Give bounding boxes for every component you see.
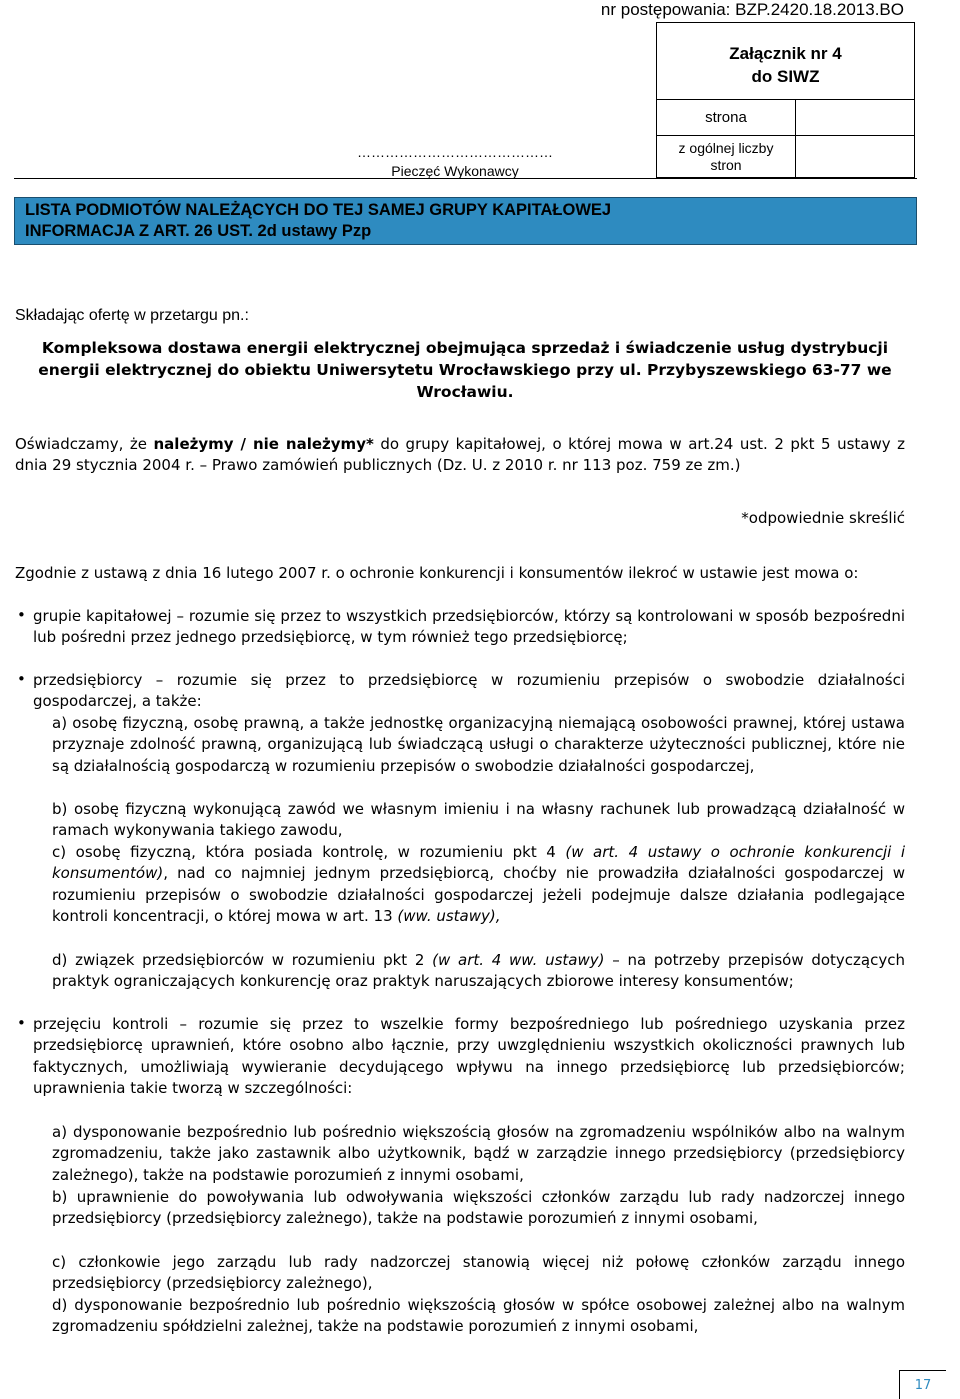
takeover-c: c) członkowie jego zarządu lub rady nadzorczej stanowią więcej niż połowę członków zarządu innego przedsiębiorcy (przedsiębiorcy zależnego), — [52, 1253, 905, 1293]
c-italic2: (ww. ustawy), — [397, 907, 501, 926]
law-intro: Zgodnie z ustawą z dnia 16 lutego 2007 r. o ochronie konkurencji i konsumentów ilekroć w ustawie jest mowa o: — [15, 564, 859, 582]
footnote: *odpowiednie skreślić — [741, 509, 905, 527]
banner-line2: INFORMACJA Z ART. 26 UST. 2d ustawy Pzp — [25, 222, 372, 240]
entrepreneur-a: a) osobę fizyczną, osobę prawną, a także jednostkę organizacyjną niemającą osobowości prawnej, której ustawa przyznaje zdolność prawną, organizującą lub świadczącą usługi o charakterze użyteczności publicznej, które nie są działalnością gospodarczą w rozumieniu przepisów o swobodzie działalności gospodarczej, — [52, 714, 905, 775]
c-part1: c) osobę fizyczną, która posiada kontrolę, w rozumieniu pkt 4 — [52, 843, 566, 861]
banner-line1: LISTA PODMIOTÓW NALEŻĄCYCH DO TEJ SAMEJ GRUPY KAPITAŁOWEJ — [25, 201, 612, 219]
statement-part2: do grupy kapitałowej, o której mowa w art.24 ust. 2 pkt 5 ustawy z dnia 29 stycznia 2004 r. – Prawo zamówień publicznych (Dz. U. z 2010 r. nr 113 poz. 759 ze zm.) — [15, 435, 906, 475]
tender-subject: Kompleksowa dostawa energii elektrycznej obejmująca sprzedaż i świadczenie usług dystrybucji energii elektrycznej do obiektu Uniwersytetu Wrocławskiego przy ul. Przybyszewskiego 63-77 we Wrocławiu. — [38, 339, 892, 401]
statement-choice: należymy / nie należymy* — [153, 435, 374, 453]
entrepreneur-d — [52, 950, 905, 993]
bullet-icon: • — [17, 606, 26, 624]
stamp-label: Pieczęć Wykonawcy — [391, 163, 519, 179]
header-divider — [14, 178, 917, 179]
d-part1: d) związek przedsiębiorców w rozumieniu pkt 2 — [52, 951, 433, 969]
definition-takeover: przejęciu kontroli – rozumie się przez to wszelkie formy bezpośredniego lub pośredniego uzyskania przez przedsiębiorcę uprawnień, które osobno albo łącznie, przy uwzględnieniu wszystkich okoliczności prawnych lub faktycznych, umożliwiają wywieranie decydującego wpływu na innego przedsiębiorcę lub przedsiębiorców; uprawnienia takie tworzą w szczególności: — [33, 1015, 905, 1098]
intro-text: Składając ofertę w przetargu pn.: — [15, 307, 249, 324]
d-part2: – na potrzeby przepisów dotyczących praktyk ograniczających konkurencję oraz praktyk naruszających zbiorowe interesy konsumentów; — [52, 951, 905, 991]
page-label: strona — [705, 109, 747, 126]
c-italic1: (w art. 4 ustawy o ochronie konkurencji i konsumentów) — [52, 843, 905, 883]
takeover-b: b) uprawnienie do powoływania lub odwoływania większości członków zarządu lub rady nadzorczej innego przedsiębiorcy (przedsiębiorcy zależnego), także na podstawie porozumień z innymi osobami, — [52, 1188, 905, 1228]
page-number: 17 — [899, 1370, 946, 1399]
attachment-cell — [656, 22, 915, 100]
page-label-cell — [656, 99, 796, 136]
case-number: nr postępowania: BZP.2420.18.2013.BO — [600, 0, 904, 19]
total-pages-label-2: stron — [710, 156, 742, 173]
attachment-line2: do SIWZ — [751, 67, 820, 86]
definition-entrepreneur: przedsiębiorcy – rozumie się przez to przedsiębiorcę w rozumieniu przepisów o swobodzie działalności gospodarczej, a także: — [33, 671, 905, 711]
bullet-icon: • — [17, 670, 26, 688]
attachment-line1: Załącznik nr 4 — [729, 44, 842, 63]
d-italic1: (w art. 4 ww. ustawy) — [432, 951, 605, 969]
entrepreneur-b: b) osobę fizyczną wykonującą zawód we własnym imieniu i na własny rachunek lub prowadzącą działalność w ramach wykonywania takiego zawodu, — [52, 800, 905, 840]
contractor-stamp — [335, 143, 575, 181]
stamp-dots: …………………………………… — [357, 144, 553, 160]
title-banner — [14, 197, 917, 245]
statement-part1: Oświadczamy, że — [15, 435, 154, 453]
c-part2: , nad co najmniej jednym przedsiębiorcą, choćby nie prowadziła działalności gospodarczej w rozumieniu przepisów o swobodzie działalności gospodarczej jeżeli podejmuje dalsze działania podlegające kontroli koncentracji, o której mowa w art. 13 — [52, 864, 905, 926]
membership-statement — [15, 434, 905, 477]
total-pages-label-cell — [656, 135, 796, 178]
entrepreneur-c — [52, 842, 905, 928]
page-value-cell — [795, 99, 915, 136]
definition-capital-group: grupie kapitałowej – rozumie się przez to wszystkich przedsiębiorców, którzy są kontrolowani w sposób bezpośredni lub pośredni przez jednego przedsiębiorcę, w tym również tego przedsiębiorcę; — [33, 607, 905, 647]
bullet-icon: • — [17, 1014, 26, 1032]
total-pages-label-1: z ogólnej liczby — [678, 139, 774, 156]
total-pages-value-cell — [795, 135, 915, 178]
takeover-a: a) dysponowanie bezpośrednio lub pośrednio większością głosów na zgromadzeniu wspólników albo na walnym zgromadzeniu, także jako zastawnik albo użytkownik, bądź w zarządzie innego przedsiębiorcy (przedsiębiorcy zależnego), także na podstawie porozumień z innymi osobami, — [52, 1123, 905, 1184]
takeover-d: d) dysponowanie bezpośrednio lub pośrednio większością głosów w spółce osobowej zależnej albo na walnym zgromadzeniu spółdzielni zależnej, także na podstawie porozumień z innymi osobami, — [52, 1296, 905, 1336]
